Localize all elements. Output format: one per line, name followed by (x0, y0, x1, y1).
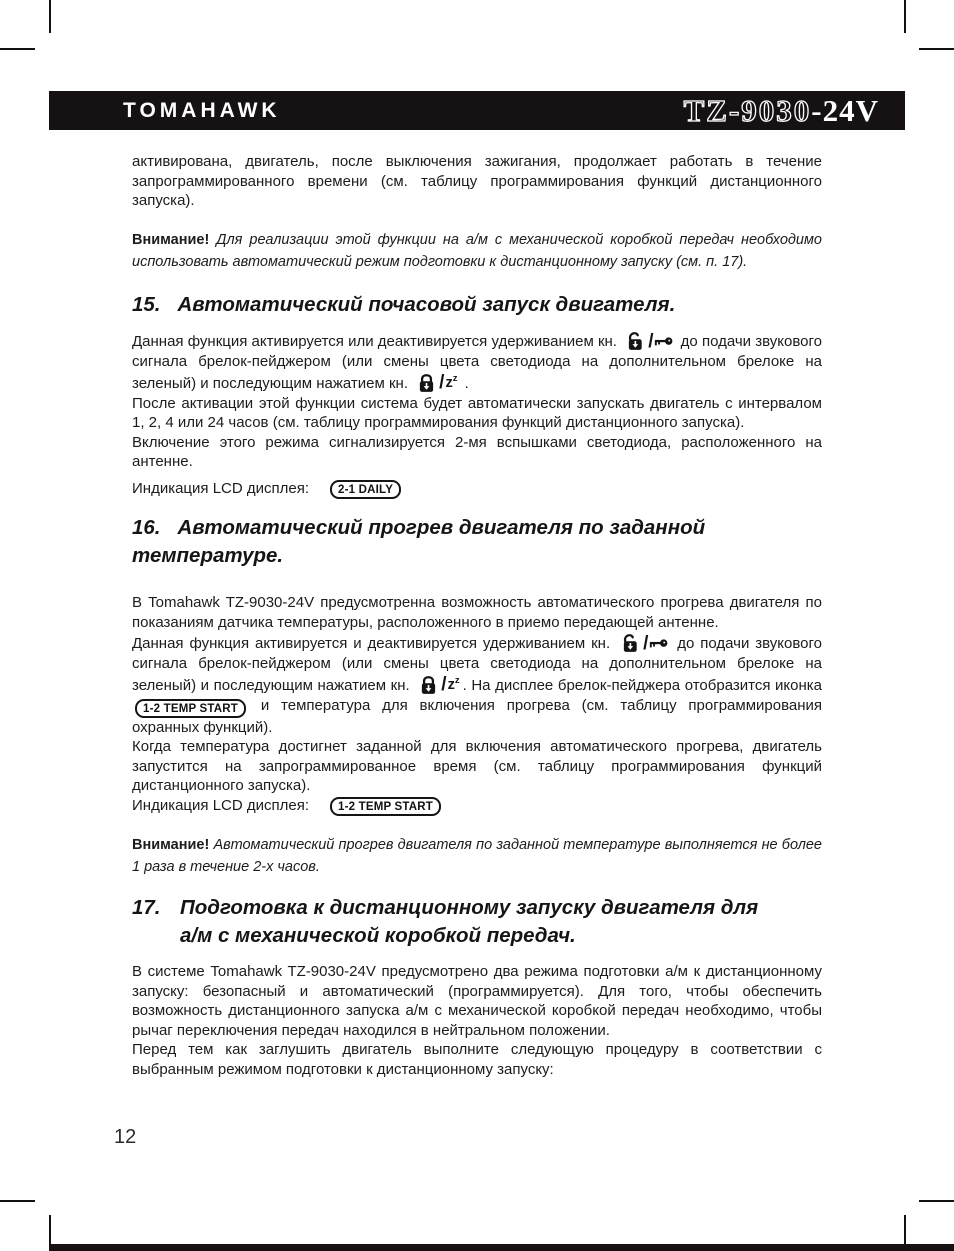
text-segment: Данная функция активируется или деактивируется удерживанием кн. (132, 333, 617, 350)
text-segment: . На дисплее брелок-пейджера отобразится иконка (462, 676, 823, 694)
warning-text: Для реализации этой функции на а/м с механической коробкой передач необходимо использовать автоматический режим подготовки к дистанционному запуску (см. п. 17). (132, 232, 822, 270)
crop-mark-top-right-vertical (904, 0, 906, 33)
lock-icon (417, 674, 440, 696)
paragraph (132, 632, 822, 737)
zz-letter: z (445, 375, 453, 392)
section-15-heading (132, 291, 842, 319)
lcd-badge-temp-start-inline: 1-2 TEMP START (135, 699, 246, 718)
slash-separator: / (648, 330, 654, 352)
warning-note-2 (132, 835, 822, 878)
unlock-icon (624, 330, 647, 352)
lock-sleep-button-icon (415, 372, 457, 394)
zz-sup-letter: z (454, 675, 460, 687)
slash-separator: / (643, 632, 649, 654)
paragraph: В Tomahawk TZ-9030-24V предусмотренна возможность автоматического прогрева двигателя по показаниям датчика температуры, расположенного в приемо передающей антенне. (132, 594, 822, 631)
section-17-number: 17. (132, 896, 161, 919)
model-number-suffix: -24V (811, 92, 879, 128)
section-15-number: 15. (132, 293, 161, 316)
section-16-body (132, 593, 822, 796)
section-17-title-line1: Подготовка к дистанционному запуску двигателя для (180, 896, 759, 919)
key-icon (649, 637, 668, 650)
paragraph: После активации этой функции система будет автоматически запускать двигатель с интервалом 1, 2, 4 или 24 часов (см. таблицу программирования функций дистанционного запуска). (132, 394, 822, 431)
crop-mark-top-right-horizontal (919, 48, 954, 50)
section-16-heading (132, 514, 842, 569)
section-16-number: 16. (132, 516, 161, 539)
lcd-indication-row-15 (132, 480, 401, 499)
warning-text: Автоматический прогрев двигателя по заданной температуре выполняется не более 1 раза в течение 2-х часов. (132, 837, 822, 875)
warning-label: Внимание! (132, 837, 210, 853)
key-icon (654, 335, 673, 348)
lock-icon (415, 372, 438, 394)
slash-separator: / (439, 372, 445, 393)
crop-mark-top-left-vertical (49, 0, 51, 33)
text-segment: . (464, 374, 469, 392)
warning-label: Внимание! (132, 232, 210, 248)
zz-sup-letter: z (452, 373, 458, 385)
crop-mark-top-left-horizontal (0, 48, 35, 50)
footer-bar (49, 1244, 954, 1251)
unlock-key-button-icon (619, 632, 668, 654)
lcd-badge-daily: 2-1 DAILY (330, 480, 401, 499)
page-number: 12 (114, 1126, 137, 1148)
section-17-body (132, 962, 822, 1079)
section-17-heading (132, 894, 842, 949)
model-number-outline: TZ-9030 (683, 92, 812, 128)
text-segment: и температура для включения прогрева (см. таблицу программирования охранных функций). (132, 696, 822, 736)
slash-separator: / (441, 674, 447, 695)
unlock-key-button-icon (624, 330, 673, 352)
lcd-indication-label: Индикация LCD дисплея: (132, 797, 310, 814)
paragraph: Перед тем как заглушить двигатель выполните следующую процедуру в соответствии с выбранным режимом подготовки к дистанционному запуску: (132, 1041, 822, 1078)
section-15-title: Автоматический почасовой запуск двигателя. (177, 293, 676, 316)
crop-mark-bottom-right-horizontal (919, 1200, 954, 1202)
paragraph: Включение этого режима сигнализируется 2-мя вспышками светодиода, расположенного на антенне. (132, 433, 822, 470)
section-16-title-line2: температуре. (132, 543, 284, 567)
section-15-body (132, 330, 822, 472)
zz-letter: z (447, 677, 455, 694)
header-bar (49, 91, 905, 130)
sleep-zz-icon (445, 374, 457, 391)
crop-mark-bottom-left-horizontal (0, 1200, 35, 1202)
lcd-indication-row-16 (132, 797, 441, 816)
intro-paragraph: активирована, двигатель, после выключения зажигания, продолжает работать в течение запрограммированного времени (см. таблицу программирования функций дистанционного запуска). (132, 153, 822, 209)
section-16-title-line1: Автоматический прогрев двигателя по заданной (177, 516, 706, 539)
paragraph (132, 330, 822, 394)
lock-sleep-button-icon (417, 674, 459, 696)
model-number (684, 93, 879, 129)
text-segment: до подачи звукового сигнала брелок-пейджером (или смены цвета светодиода на дополнительном брелоке на зеленый) и последующим нажатием кн. (132, 333, 822, 392)
brand-logo: TOMAHAWK (123, 98, 281, 122)
section-17-title-line2: а/м с механической коробкой передач. (180, 923, 576, 947)
section-17-title (180, 894, 842, 949)
lcd-indication-label: Индикация LCD дисплея: (132, 480, 310, 497)
warning-note-1 (132, 230, 822, 273)
paragraph: Когда температура достигнет заданной для включения автоматического прогрева, двигатель запустится на запрограммированное время (см. таблицу программирования функций дистанционного запуска). (132, 738, 822, 794)
lcd-badge-temp-start: 1-2 TEMP START (330, 797, 441, 816)
paragraph: В системе Tomahawk TZ-9030-24V предусмотрено два режима подготовки а/м к дистанционному запуску: безопасный и автоматический (программируется). Для того, чтобы обеспечить возможность дистанционного запуска а/м с механической коробкой передач необходимо, чтобы рычаг переключения передач находился в нейтральном положении. (132, 963, 822, 1039)
unlock-icon (619, 632, 642, 654)
sleep-zz-icon (448, 676, 460, 693)
text-segment: до подачи звукового сигнала брелок-пейджером (или смены цвета светодиода на дополнительном брелоке на зеленый) и последующим нажатием кн. (132, 635, 823, 694)
text-segment: Данная функция активируется и деактивируется удерживанием кн. (132, 635, 611, 652)
